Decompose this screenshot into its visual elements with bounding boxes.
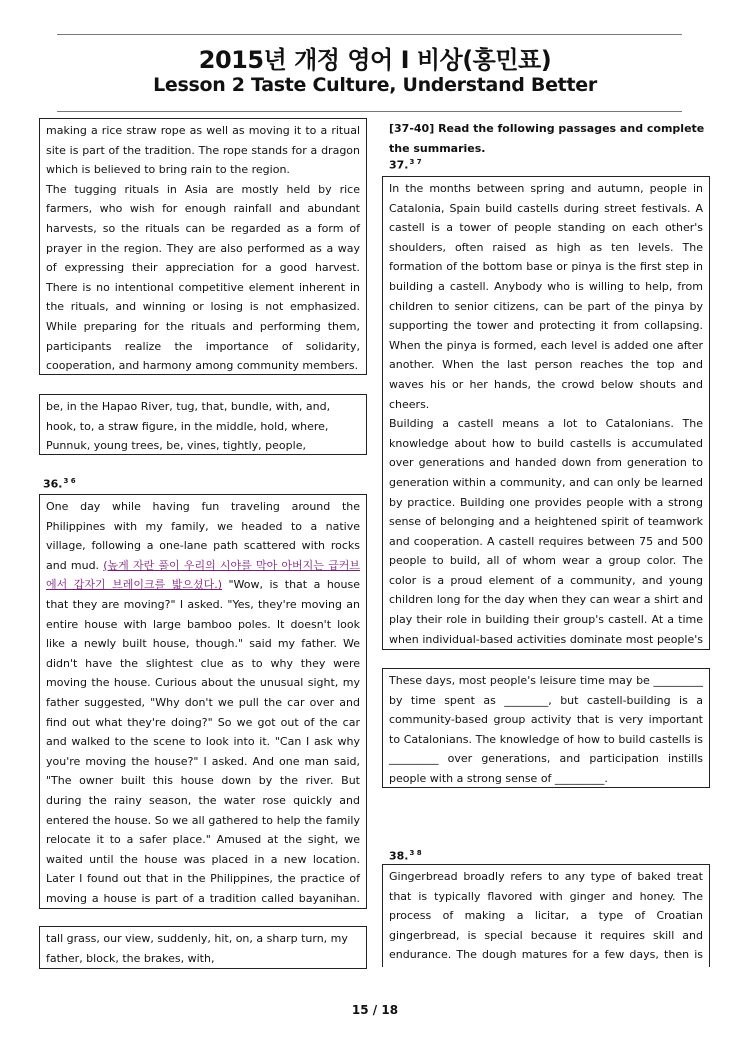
passage-box-36 <box>39 494 367 909</box>
passage-38-text: Gingerbread broadly refers to any type of baked treat that is typically flavored with ginger and honey. The process of making a licitar, a type of Croatian gingerbread, is special because it requires skill and endurance. The dough matures for a few days, then is <box>389 870 703 962</box>
passage-box-38 <box>382 864 710 967</box>
question-37-points: 3 7 <box>409 158 422 166</box>
question-37-number: 37. <box>389 158 409 172</box>
passage-36-text <box>46 497 360 909</box>
question-36-points: 3 6 <box>63 477 76 485</box>
header-rule-bottom <box>57 111 682 112</box>
word-box-a-text: be, in the Hapao River, tug, that, bundle, with, and, hook, to, a straw figure, in the middle, hold, where, Punnuk, young trees, be, vines, tightly, people, <box>46 400 331 453</box>
question-37-label <box>389 158 422 172</box>
summary-box-37 <box>382 668 710 788</box>
passage-a-paragraph-2: The tugging rituals in Asia are mostly held by rice farmers, who wish for enough rainfall and abundant harvests, so the rituals can be regarded as a form of prayer in the region. They are also performed as a way of expressing their appreciation for a good harvest. There is no intentional competitive element inherent in the rituals, and winning or losing is not emphasized. While preparing for the rituals and performing them, participants realize the importance of solidarity, cooperation, and harmony among community members. <box>46 182 360 373</box>
page-title: 2015년 개정 영어 I 비상(홍민표) <box>198 46 552 74</box>
word-box-a <box>39 394 367 455</box>
passage-37-paragraph-2: Building a castell means a lot to Catalonians. The knowledge about how to build castells is accumulated over generations and handed down from generation to generation within a community, and can only be learned by practice. Building one provides people with a strong sense of belonging and a heightened spirit of teamwork and cooperation. A castell requires between 75 and 500 people to build, all of whom wear a group color. The color is a proud element of a community, and young children long for the day when they can wear a shirt and play their role in building their group's castell. At a time when individual-based activities dominate most people's <box>389 417 703 646</box>
passage-box-37 <box>382 176 710 650</box>
summary-37-text: These days, most people's leisure time may be _________ by time spent as ________, but castell-building is a community-based group activity that is very important to Catalonians. The knowledge of how to build castells is _________ over generations, and participation instills people with a strong sense of _________. <box>389 674 703 785</box>
word-box-36 <box>39 926 367 969</box>
question-38-points: 3 8 <box>409 849 422 857</box>
page-number: 15 / 18 <box>351 1003 399 1017</box>
lesson-title: Lesson 2 Taste Culture, Understand Better <box>153 74 597 96</box>
question-36-label <box>43 477 76 491</box>
passage-36-part-1: One day while having fun traveling around the Philippines with my family, we headed to a native village, following a one-lane path scattered with rocks and mud. <box>46 500 360 572</box>
passage-36-korean-hint: (높게 자란 풀이 우리의 시야를 막아 아버지는 급커브에서 갑자기 브레이크를 밟으셨다.) <box>46 558 360 592</box>
passage-box-a <box>39 118 367 375</box>
question-36-number: 36. <box>43 477 63 491</box>
passage-36-part-2: "Wow, is that a house that they are moving?" I asked. "Yes, they're moving an entire house with large bamboo poles. It doesn't look like a newly built house, though." said my father. We didn't have the slightest clue as to why they were moving the house. Curious about the unusual sight, my father suggested, "Why don't we pull the car over and find out what they're doing?" So we got out of the car and walked to the scene to look into it. "Can I ask why you're moving the house?" I asked. And one man said, "The owner built this house down by the river. But during the rainy season, the water rose quickly and entered the house. So we all gathered to help the family relocate it to a safer place." Amused at the sight, we waited until the house was placed in a new location. Later I found out that in the Philippines, the practice of moving a house is part of a tradition called bayanihan. <box>46 578 360 905</box>
word-box-36-text: tall grass, our view, suddenly, hit, on, a sharp turn, my father, block, the brakes, with, <box>46 932 348 965</box>
question-38-number: 38. <box>389 849 409 863</box>
passage-37-paragraph-1: In the months between spring and autumn, people in Catalonia, Spain build castells during street festivals. A castell is a tower of people standing on each other's shoulders, often raised as high as ten levels. The formation of the bottom base or pinya is the first step in building a castell. Anybody who is willing to help, from children to senior citizens, can be part of the pinya by supporting the tower and protecting it from collapsing. When the pinya is formed, each level is added one after another. When the last person reaches the top and waves his or her hands, the crowd below shouts and cheers. <box>389 182 703 411</box>
header-rule-top <box>57 34 682 35</box>
instruction-37-40: [37-40] Read the following passages and complete the summaries. <box>389 122 705 155</box>
question-38-label <box>389 849 422 863</box>
passage-a-paragraph-1: making a rice straw rope as well as moving it to a ritual site is part of the tradition. The rope stands for a dragon which is believed to bring rain to the region. <box>46 124 360 177</box>
